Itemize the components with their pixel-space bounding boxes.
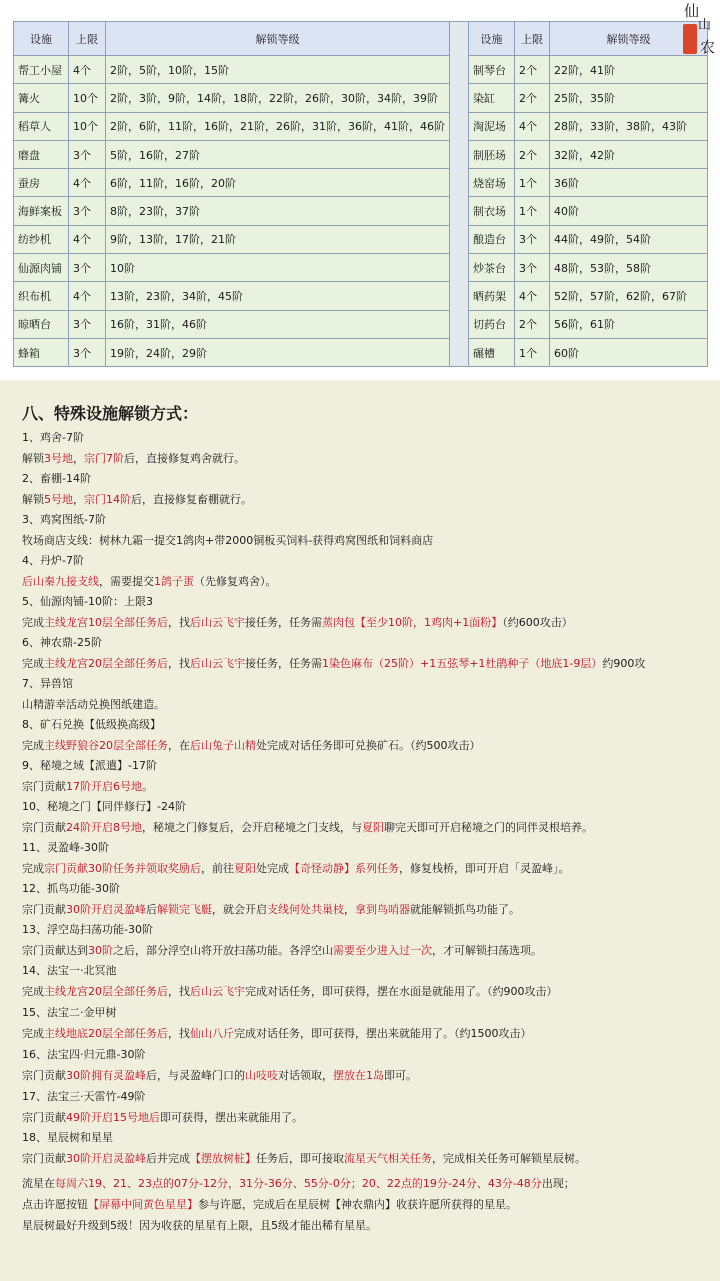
highlight-text: 24阶开启8号地	[66, 821, 142, 834]
cell-limit: 2个	[515, 84, 550, 112]
cell-unlock-levels: 40阶	[550, 197, 708, 225]
section-title: 八、特殊设施解锁方式：	[22, 404, 199, 423]
cell-facility: 帮工小屋	[14, 56, 69, 84]
highlight-text: 主线地底20层全部任务后	[44, 1027, 168, 1040]
col-header-limit: 上限	[69, 22, 106, 56]
cell-facility: 烧窑场	[469, 169, 515, 197]
body-text: ，完成相关任务可解锁星辰树。	[432, 1152, 586, 1165]
highlight-text: 支线何处共巢枝	[267, 903, 344, 916]
body-text: 解锁	[22, 493, 44, 506]
cell-facility: 蜂箱	[14, 338, 69, 366]
unlock-item-heading: 10、秘境之门【同伴修行】-24阶	[22, 800, 186, 813]
unlock-item-heading: 17、法宝三·天雷竹-49阶	[22, 1090, 146, 1103]
highlight-text: 【屏幕中间黄色星星】	[88, 1198, 198, 1211]
highlight-text: 3号地	[44, 452, 73, 465]
body-text: ，就会开启	[212, 903, 267, 916]
highlight-text: 夏阳	[362, 821, 384, 834]
col-header-unlock-levels: 解锁等级	[106, 22, 450, 56]
cell-limit: 4个	[69, 56, 106, 84]
cell-facility: 稻草人	[14, 112, 69, 140]
cell-limit: 4个	[69, 169, 106, 197]
unlock-item-heading: 8、矿石兑换【低级换高级】	[22, 718, 161, 731]
body-text: 聊完天即可开启秘境之门的同伴灵根培养。	[384, 821, 593, 834]
unlock-item-heading: 18、星辰树和星星	[22, 1131, 113, 1144]
table-row	[14, 197, 450, 225]
cell-facility: 碾槽	[469, 338, 515, 366]
highlight-text: 30阶	[88, 944, 113, 957]
table-row	[14, 112, 450, 140]
highlight-text: 30阶拥有灵盈峰	[66, 1069, 146, 1082]
body-text: 处完成对话任务即可兑换矿石。（约500攻击）	[256, 739, 481, 752]
cell-facility: 织布机	[14, 282, 69, 310]
cell-limit: 10个	[69, 84, 106, 112]
table-header-row	[469, 22, 708, 56]
cell-unlock-levels: 6阶，11阶，16阶，20阶	[106, 169, 450, 197]
table-row	[14, 169, 450, 197]
body-text: ，找	[168, 616, 190, 629]
cell-limit: 3个	[69, 140, 106, 168]
body-text: 宗门贡献	[22, 1111, 66, 1124]
unlock-item-line	[22, 571, 702, 592]
highlight-text: 49阶开启15号地后	[66, 1111, 160, 1124]
highlight-text: 后山兔子山精	[190, 739, 256, 752]
cell-limit: 3个	[69, 310, 106, 338]
body-text: ，	[344, 903, 355, 916]
cell-limit: 1个	[515, 169, 550, 197]
table-row	[14, 338, 450, 366]
unlock-item-heading: 14、法宝一·北冥池	[22, 964, 117, 977]
logo-char: 仙	[684, 2, 700, 20]
body-text: 完成	[22, 657, 44, 670]
cell-limit: 4个	[69, 282, 106, 310]
cell-unlock-levels: 32阶，42阶	[550, 140, 708, 168]
unlock-item-heading: 3、鸡窝图纸-7阶	[22, 513, 106, 526]
cell-limit: 2个	[515, 56, 550, 84]
table-row	[469, 112, 708, 140]
body-text: 。	[142, 780, 153, 793]
unlock-item-line	[22, 1148, 702, 1169]
table-row	[14, 254, 450, 282]
body-text: 宗门贡献	[22, 1069, 66, 1082]
cell-limit: 3个	[515, 225, 550, 253]
highlight-text: 每周六19、21、23点的07分-12分，31分-36分、55分-0分；20、22点的19分-24分、43分-48分	[55, 1177, 542, 1190]
body-text: 流星在	[22, 1177, 55, 1190]
highlight-text: 【奇怪动静】系列任务	[289, 862, 399, 875]
table-row	[14, 225, 450, 253]
unlock-item-line	[22, 489, 702, 510]
body-text: ，前往	[201, 862, 234, 875]
body-text: 即可获得，摆出来就能用了。	[160, 1111, 303, 1124]
highlight-text: 蒸肉包【至少10阶，1鸡肉+1面粉】	[322, 616, 503, 629]
table-row	[469, 338, 708, 366]
unlock-item-line	[22, 448, 702, 469]
unlock-item	[22, 837, 702, 879]
table-row	[469, 169, 708, 197]
body-text: 完成	[22, 739, 44, 752]
highlight-text: 后山云飞宇	[190, 657, 245, 670]
highlight-text: 夏阳	[234, 862, 256, 875]
table-row	[469, 84, 708, 112]
cell-limit: 1个	[515, 338, 550, 366]
body-text: ，秘境之门修复后，会开启秘境之门支线，与	[142, 821, 362, 834]
cell-unlock-levels: 10阶	[106, 254, 450, 282]
logo-char: 山	[698, 18, 712, 33]
highlight-text: 17阶开启6号地	[66, 780, 142, 793]
body-text: 出现；	[541, 1177, 575, 1190]
unlock-item-line	[22, 653, 702, 674]
cell-limit: 3个	[69, 197, 106, 225]
highlight-text: 解锁完飞艇	[157, 903, 212, 916]
body-text: 山精游幸活动兑换图纸建造。	[22, 698, 165, 711]
col-header-facility: 设施	[469, 22, 515, 56]
unlock-item	[22, 591, 702, 633]
body-text: 后并完成	[146, 1152, 190, 1165]
unlock-item-line	[22, 735, 702, 756]
cell-unlock-levels: 2阶，5阶，10阶，15阶	[106, 56, 450, 84]
table-row	[469, 254, 708, 282]
table-row	[469, 310, 708, 338]
body-text: ，才可解锁扫荡选项。	[432, 944, 542, 957]
cell-unlock-levels: 13阶，23阶，34阶，45阶	[106, 282, 450, 310]
body-text: ，找	[168, 1027, 190, 1040]
unlock-item	[22, 550, 702, 592]
body-text: ，找	[168, 657, 190, 670]
logo-seal	[683, 24, 697, 54]
body-text: 参与许愿，完成后在星辰树【神农鼎内】收获许愿所获得的星星。	[198, 1198, 517, 1211]
cell-limit: 3个	[69, 254, 106, 282]
table-row	[469, 282, 708, 310]
highlight-text: 后山云飞宇	[190, 985, 245, 998]
body-text: 宗门贡献达到	[22, 944, 88, 957]
body-text: 星辰树最好升级到5级！因为收获的星星有上限，且5级才能出稀有星星。	[22, 1219, 377, 1232]
unlock-item-line	[22, 1194, 702, 1215]
unlock-item	[22, 673, 702, 715]
cell-unlock-levels: 5阶，16阶，27阶	[106, 140, 450, 168]
body-text: ，	[73, 493, 84, 506]
highlight-text: 宗门14阶	[84, 493, 131, 506]
cell-unlock-levels: 2阶，6阶，11阶，16阶，21阶，26阶，31阶，36阶，41阶，46阶	[106, 112, 450, 140]
highlight-text: 主线龙宫10层全部任务后	[44, 616, 168, 629]
highlight-text: 拿到鸟哨器	[355, 903, 410, 916]
cell-unlock-levels: 44阶，49阶，54阶	[550, 225, 708, 253]
highlight-text: 后山秦九接支线	[22, 575, 99, 588]
body-text: 之后，部分浮空山将开放扫荡功能。各浮空山	[113, 944, 333, 957]
body-text: 完成对话任务，即可获得，摆出来就能用了。（约1500攻击）	[234, 1027, 532, 1040]
highlight-text: 需要至少进入过一次	[333, 944, 432, 957]
cell-limit: 2个	[515, 310, 550, 338]
unlock-item	[22, 427, 702, 469]
body-text: ，	[73, 452, 84, 465]
unlock-item-list	[22, 427, 702, 1236]
body-text: 接任务，任务需	[245, 616, 322, 629]
cell-limit: 1个	[515, 197, 550, 225]
unlock-item-line	[22, 858, 702, 879]
body-text: ，修复栈桥，即可开启「灵盈峰」。	[399, 862, 570, 875]
cell-facility: 制胚场	[469, 140, 515, 168]
unlock-item-heading: 12、抓鸟功能-30阶	[22, 882, 120, 895]
body-text: 点击许愿按钮	[22, 1198, 88, 1211]
body-text: 后，与灵盈峰门口的	[146, 1069, 245, 1082]
body-text: （约600攻击）	[502, 616, 573, 629]
body-text: 完成	[22, 1027, 44, 1040]
unlock-item-heading: 5、仙源肉铺-10阶：上限3	[22, 595, 153, 608]
cell-facility: 炒茶台	[469, 254, 515, 282]
highlight-text: 主线龙宫20层全部任务后	[44, 985, 168, 998]
unlock-item-line	[22, 981, 702, 1002]
body-text: 后，直接修复鸡舍就行。	[124, 452, 245, 465]
cell-unlock-levels: 56阶，61阶	[550, 310, 708, 338]
logo-char: 农	[700, 38, 716, 56]
cell-facility: 酿造台	[469, 225, 515, 253]
highlight-text: 流星天气相关任务	[344, 1152, 432, 1165]
cell-facility: 晾晒台	[14, 310, 69, 338]
unlock-item-heading: 4、丹炉-7阶	[22, 554, 84, 567]
cell-unlock-levels: 19阶，24阶，29阶	[106, 338, 450, 366]
cell-unlock-levels: 2阶，3阶，9阶，14阶，18阶，22阶，26阶，30阶，34阶，39阶	[106, 84, 450, 112]
cell-unlock-levels: 60阶	[550, 338, 708, 366]
cell-facility: 淘泥场	[469, 112, 515, 140]
body-text: 即可。	[384, 1069, 417, 1082]
body-text: ，需要提交	[99, 575, 154, 588]
body-text: 处完成	[256, 862, 289, 875]
col-header-unlock-levels: 解锁等级	[550, 22, 708, 56]
body-text: 完成对话任务，即可获得，摆在水面是就能用了。（约900攻击）	[245, 985, 558, 998]
cell-facility: 仙源肉铺	[14, 254, 69, 282]
cell-limit: 2个	[515, 140, 550, 168]
highlight-text: 主线龙宫20层全部任务后	[44, 657, 168, 670]
table-separator	[450, 21, 468, 367]
cell-limit: 3个	[515, 254, 550, 282]
body-text: 牧场商店支线：树林九霜一提交1鸽肉+带2000铜板买饲料-获得鸡窝图纸和饲料商店	[22, 534, 434, 547]
cell-facility: 纺纱机	[14, 225, 69, 253]
cell-facility: 染缸	[469, 84, 515, 112]
unlock-item-line	[22, 1023, 702, 1044]
unlock-item-line	[22, 1215, 702, 1236]
highlight-text: 30阶开启灵盈峰	[66, 1152, 146, 1165]
highlight-text: 宗门贡献30阶任务并领取奖励后	[44, 862, 201, 875]
unlock-item-heading: 16、法宝四·归元鼎-30阶	[22, 1048, 146, 1061]
table-header-row	[14, 22, 450, 56]
highlight-text: 【摆放树桩】	[190, 1152, 256, 1165]
unlock-item	[22, 714, 702, 756]
unlock-item-heading: 2、畜棚-14阶	[22, 472, 91, 485]
cell-unlock-levels: 25阶，35阶	[550, 84, 708, 112]
cell-unlock-levels: 52阶，57阶，62阶，67阶	[550, 282, 708, 310]
unlock-item	[22, 960, 702, 1002]
unlock-item-heading: 7、异兽馆	[22, 677, 73, 690]
facility-table-right	[468, 21, 708, 367]
body-text: 宗门贡献	[22, 780, 66, 793]
unlock-item-line	[22, 776, 702, 797]
cell-limit: 4个	[515, 112, 550, 140]
table-row	[14, 56, 450, 84]
unlock-item	[22, 632, 702, 674]
unlock-item-heading: 11、灵盈峰-30阶	[22, 841, 109, 854]
highlight-text: 仙山八斤	[190, 1027, 234, 1040]
body-text: 完成	[22, 616, 44, 629]
unlock-item-line	[22, 1173, 702, 1194]
body-text: 对话领取，	[278, 1069, 333, 1082]
unlock-item	[22, 755, 702, 797]
body-text: ，在	[168, 739, 190, 752]
table-row	[14, 140, 450, 168]
body-text: 宗门贡献	[22, 903, 66, 916]
body-text: 解锁	[22, 452, 44, 465]
cell-facility: 切药台	[469, 310, 515, 338]
highlight-text: 1鸽子蛋	[154, 575, 194, 588]
cell-facility: 蚕房	[14, 169, 69, 197]
cell-facility: 晒药架	[469, 282, 515, 310]
body-text: 完成	[22, 985, 44, 998]
unlock-item-heading: 15、法宝二·金甲树	[22, 1006, 117, 1019]
unlock-item-line	[22, 817, 702, 838]
body-text: （先修复鸡舍）。	[194, 575, 277, 588]
body-text: 后	[146, 903, 157, 916]
col-header-facility: 设施	[14, 22, 69, 56]
table-row	[469, 56, 708, 84]
cell-facility: 篝火	[14, 84, 69, 112]
cell-limit: 4个	[515, 282, 550, 310]
cell-unlock-levels: 22阶，41阶	[550, 56, 708, 84]
cell-facility: 海鲜案板	[14, 197, 69, 225]
table-row	[14, 84, 450, 112]
body-text: 完成	[22, 862, 44, 875]
highlight-text: 山吱吱	[245, 1069, 278, 1082]
body-text: 接任务，任务需	[245, 657, 322, 670]
unlock-item-line	[22, 694, 702, 715]
cell-unlock-levels: 9阶，13阶，17阶，21阶	[106, 225, 450, 253]
body-text: 后，直接修复畜棚就行。	[131, 493, 252, 506]
unlock-item	[22, 878, 702, 920]
brand-logo	[680, 4, 718, 60]
body-text: 宗门贡献	[22, 1152, 66, 1165]
unlock-item-line	[22, 1107, 702, 1128]
cell-unlock-levels: 16阶，31阶，46阶	[106, 310, 450, 338]
cell-unlock-levels: 48阶，53阶，58阶	[550, 254, 708, 282]
cell-limit: 3个	[69, 338, 106, 366]
table-row	[14, 310, 450, 338]
facility-table-panel	[0, 0, 720, 380]
unlock-item-heading: 1、鸡舍-7阶	[22, 431, 84, 444]
cell-facility: 制琴台	[469, 56, 515, 84]
highlight-text: 5号地	[44, 493, 73, 506]
unlock-item	[22, 1002, 702, 1044]
unlock-item-line	[22, 940, 702, 961]
body-text: 宗门贡献	[22, 821, 66, 834]
unlock-item	[22, 468, 702, 510]
unlock-item-line	[22, 530, 702, 551]
cell-limit: 4个	[69, 225, 106, 253]
cell-facility: 磨盘	[14, 140, 69, 168]
unlock-item	[22, 509, 702, 551]
cell-unlock-levels: 28阶，33阶，38阶，43阶	[550, 112, 708, 140]
special-unlock-section	[22, 402, 702, 1236]
unlock-item-heading: 6、神农鼎-25阶	[22, 636, 102, 649]
table-row	[469, 225, 708, 253]
table-row	[14, 282, 450, 310]
cell-limit: 10个	[69, 112, 106, 140]
highlight-text: 主线野狼谷20层全部任务	[44, 739, 168, 752]
body-text: 就能解锁抓鸟功能了。	[410, 903, 520, 916]
highlight-text: 后山云飞宇	[190, 616, 245, 629]
unlock-item	[22, 796, 702, 838]
highlight-text: 宗门7阶	[84, 452, 124, 465]
highlight-text: 1染色麻布（25阶）+1五弦琴+1杜鹃种子（地底1-9层）	[322, 657, 603, 670]
col-header-limit: 上限	[515, 22, 550, 56]
unlock-item-heading: 13、浮空岛扫荡功能-30阶	[22, 923, 153, 936]
cell-unlock-levels: 8阶，23阶，37阶	[106, 197, 450, 225]
table-row	[469, 140, 708, 168]
unlock-item-line	[22, 899, 702, 920]
unlock-item-line	[22, 612, 702, 633]
body-text: 约900攻	[602, 657, 646, 670]
unlock-item-line	[22, 1065, 702, 1086]
unlock-item	[22, 1086, 702, 1128]
body-text: ，找	[168, 985, 190, 998]
cell-unlock-levels: 36阶	[550, 169, 708, 197]
unlock-item	[22, 1044, 702, 1086]
table-row	[469, 197, 708, 225]
unlock-item	[22, 919, 702, 961]
body-text: 任务后，即可接取	[256, 1152, 344, 1165]
highlight-text: 摆放在1岛	[333, 1069, 384, 1082]
cell-facility: 制衣场	[469, 197, 515, 225]
highlight-text: 30阶开启灵盈峰	[66, 903, 146, 916]
facility-table-left	[13, 21, 450, 367]
unlock-item-heading: 9、秘境之域【派遣】-17阶	[22, 759, 157, 772]
unlock-item	[22, 1127, 702, 1236]
